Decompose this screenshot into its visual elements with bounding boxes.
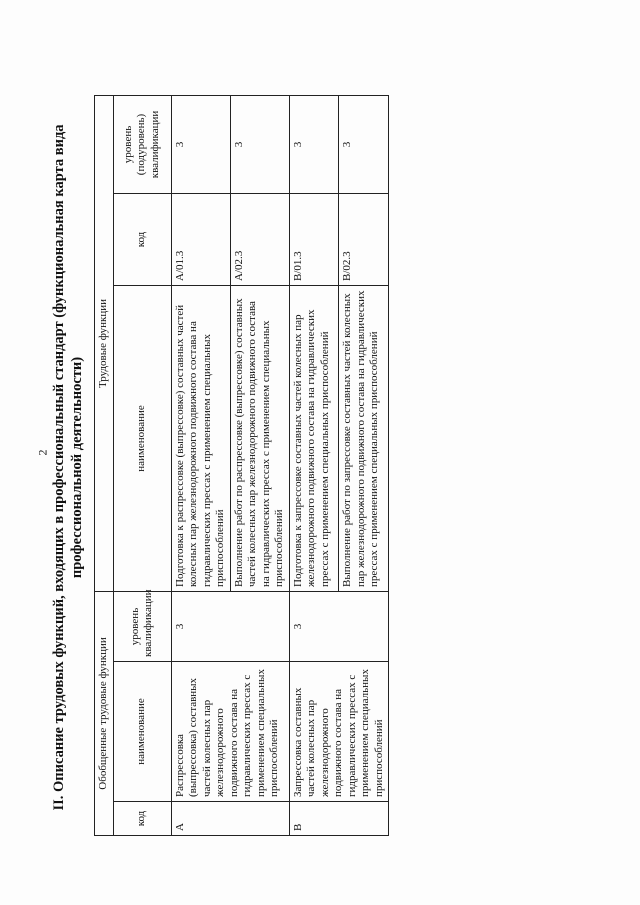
table-row — [289, 95, 339, 835]
page-number: 2 — [35, 449, 50, 456]
function-level: 3 — [171, 95, 230, 193]
table-row — [171, 95, 230, 835]
function-code: B/01.3 — [289, 193, 339, 285]
group-name: Запрессовка составных частей колесных пар железнодорожного подвижного состава на гидравлических прессах с применением специальных приспособлений — [289, 662, 389, 802]
header-generalized-functions: Обобщенные трудовые функции — [95, 591, 114, 835]
group-level: 3 — [289, 591, 389, 661]
header-tf-level: уровень (подуровень) квалификации — [113, 95, 171, 193]
function-level: 3 — [230, 95, 289, 193]
function-level: 3 — [339, 95, 389, 193]
functional-map-table — [94, 95, 389, 836]
group-code: А — [171, 802, 289, 836]
function-name: Выполнение работ по распрессовке (выпрессовке) составных частей колесных пар железнодорожного подвижного состава на гидравлических прессах с применением специальных приспособлений — [230, 285, 289, 591]
header-labor-functions: Трудовые функции — [95, 95, 114, 591]
group-code: В — [289, 802, 389, 836]
header-tf-name: наименование — [113, 285, 171, 591]
function-code: A/02.3 — [230, 193, 289, 285]
rotated-page-content — [50, 95, 575, 840]
header-level: уровень квалификации — [113, 591, 171, 661]
group-level: 3 — [171, 591, 289, 661]
header-tf-code: код — [113, 193, 171, 285]
title-line-2: профессиональной деятельности) — [69, 356, 85, 579]
function-name: Подготовка к запрессовке составных частей колесных пар железнодорожного подвижного состава на гидравлических прессах с применением специальных приспособлений — [289, 285, 339, 591]
function-level: 3 — [289, 95, 339, 193]
function-code: A/01.3 — [171, 193, 230, 285]
header-code: код — [113, 802, 171, 836]
function-name: Выполнение работ по запрессовке составных частей колесных пар железнодорожного подвижного состава на гидравлических прессах с применением специальных приспособлений — [339, 285, 389, 591]
title-line-1: II. Описание трудовых функций, входящих в профессиональный стандарт (функциональная карта вида — [51, 124, 67, 811]
function-code: B/02.3 — [339, 193, 389, 285]
group-name: Распрессовка (выпрессовка) составных частей колесных пар железнодорожного подвижного состава на гидравлических прессах с применением специальных приспособлений — [171, 662, 289, 802]
function-name: Подготовка к распрессовке (выпрессовке) составных частей колесных пар железнодорожного подвижного состава на гидравлических прессах с применением специальных приспособлений — [171, 285, 230, 591]
header-name: наименование — [113, 662, 171, 802]
section-title — [50, 95, 92, 840]
